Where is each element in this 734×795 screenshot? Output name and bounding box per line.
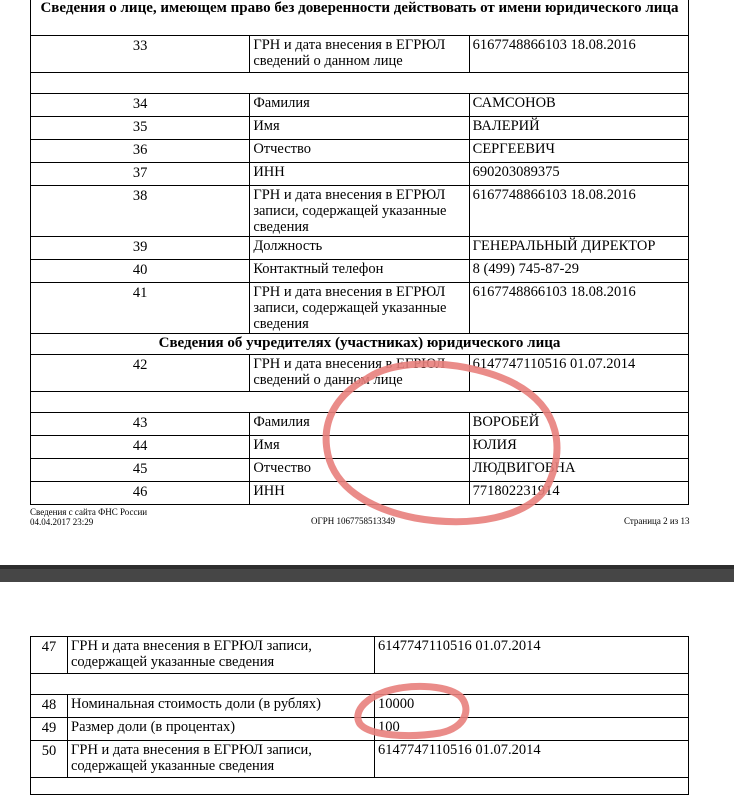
- table-row: [31, 36, 689, 73]
- row-number: 46: [31, 482, 250, 505]
- egrul-table-page-2: [30, 636, 689, 795]
- row-label: ГРН и дата внесения в ЕГРЮЛ записи, содержащей указанные сведения: [250, 283, 469, 334]
- row-label: ГРН и дата внесения в ЕГРЮЛ сведений о данном лице: [250, 36, 469, 73]
- table-row: [31, 283, 689, 334]
- row-value: 6147747110516 01.07.2014: [375, 637, 689, 674]
- table-spacer-row: [31, 73, 689, 94]
- footer-page-number: Страница 2 из 13: [624, 516, 690, 526]
- row-label: ГРН и дата внесения в ЕГРЮЛ записи, содержащей указанные сведения: [68, 741, 375, 778]
- row-value: ЮЛИЯ: [469, 436, 688, 459]
- row-label: Имя: [250, 436, 469, 459]
- row-value: САМСОНОВ: [469, 94, 688, 117]
- row-number: 41: [31, 283, 250, 334]
- row-value: 100: [375, 718, 689, 741]
- footer-date: 04.04.2017 23:29: [30, 517, 94, 527]
- row-value: 690203089375: [469, 163, 688, 186]
- table-row: [31, 637, 689, 674]
- row-value: ВАЛЕРИЙ: [469, 117, 688, 140]
- page-separator: [0, 565, 734, 582]
- row-value: 6147747110516 01.07.2014: [469, 355, 688, 392]
- section-header-row: [31, 334, 689, 355]
- row-label: Отчество: [250, 459, 469, 482]
- row-number: 43: [31, 413, 250, 436]
- row-label: Фамилия: [250, 413, 469, 436]
- row-value: 6167748866103 18.08.2016: [469, 186, 688, 237]
- row-number: 39: [31, 237, 250, 260]
- row-value: 6167748866103 18.08.2016: [469, 283, 688, 334]
- table-row: [31, 718, 689, 741]
- row-label: Должность: [250, 237, 469, 260]
- table-row: [31, 355, 689, 392]
- table-row: [31, 237, 689, 260]
- table-row: [31, 459, 689, 482]
- table-row: [31, 695, 689, 718]
- row-number: 38: [31, 186, 250, 237]
- row-number: 50: [31, 741, 68, 778]
- row-number: 45: [31, 459, 250, 482]
- row-value: ВОРОБЕЙ: [469, 413, 688, 436]
- row-label: Номинальная стоимость доли (в рублях): [68, 695, 375, 718]
- row-label: Контактный телефон: [250, 260, 469, 283]
- row-value: 10000: [375, 695, 689, 718]
- row-number: 35: [31, 117, 250, 140]
- row-label: ГРН и дата внесения в ЕГРЮЛ записи, содержащей указанные сведения: [250, 186, 469, 237]
- table-row: [31, 140, 689, 163]
- row-label: ИНН: [250, 482, 469, 505]
- row-number: 34: [31, 94, 250, 117]
- row-value: 6147747110516 01.07.2014: [375, 741, 689, 778]
- row-label: Отчество: [250, 140, 469, 163]
- table-row: [31, 186, 689, 237]
- table-row: [31, 482, 689, 505]
- section-founders-header: Сведения об учредителях (участниках) юридического лица: [31, 334, 689, 355]
- footer-source: [30, 507, 147, 527]
- egrul-table-page-1: [30, 0, 689, 505]
- row-number: 49: [31, 718, 68, 741]
- row-value: ЛЮДВИГОВНА: [469, 459, 688, 482]
- row-number: 33: [31, 36, 250, 73]
- footer-ogrn: ОГРН 1067758513349: [311, 516, 395, 526]
- row-number: 40: [31, 260, 250, 283]
- table-spacer-row: [31, 674, 689, 695]
- row-number: 44: [31, 436, 250, 459]
- row-number: 36: [31, 140, 250, 163]
- section-person-header: Сведения о лице, имеющем право без доверенности действовать от имени юридического лица: [31, 0, 689, 36]
- section-header-row: [31, 0, 689, 36]
- row-label: ИНН: [250, 163, 469, 186]
- table-row-cut: [31, 778, 689, 795]
- row-label: ГРН и дата внесения в ЕГРЮЛ сведений о данном лице: [250, 355, 469, 392]
- table-row: [31, 117, 689, 140]
- row-number: 42: [31, 355, 250, 392]
- table-row: [31, 163, 689, 186]
- row-label: Фамилия: [250, 94, 469, 117]
- row-value: СЕРГЕЕВИЧ: [469, 140, 688, 163]
- row-value: 6167748866103 18.08.2016: [469, 36, 688, 73]
- table-row: [31, 260, 689, 283]
- table-row: [31, 413, 689, 436]
- table-row: [31, 741, 689, 778]
- table-spacer-row: [31, 392, 689, 413]
- row-number: 47: [31, 637, 68, 674]
- row-value: ГЕНЕРАЛЬНЫЙ ДИРЕКТОР: [469, 237, 688, 260]
- row-value: 771802231914: [469, 482, 688, 505]
- row-label: Размер доли (в процентах): [68, 718, 375, 741]
- row-label: ГРН и дата внесения в ЕГРЮЛ записи, содержащей указанные сведения: [68, 637, 375, 674]
- footer-source-line: Сведения с сайта ФНС России: [30, 507, 148, 517]
- table-row: [31, 436, 689, 459]
- table-row: [31, 94, 689, 117]
- row-number: 37: [31, 163, 250, 186]
- row-label: Имя: [250, 117, 469, 140]
- row-number: 48: [31, 695, 68, 718]
- row-value: 8 (499) 745-87-29: [469, 260, 688, 283]
